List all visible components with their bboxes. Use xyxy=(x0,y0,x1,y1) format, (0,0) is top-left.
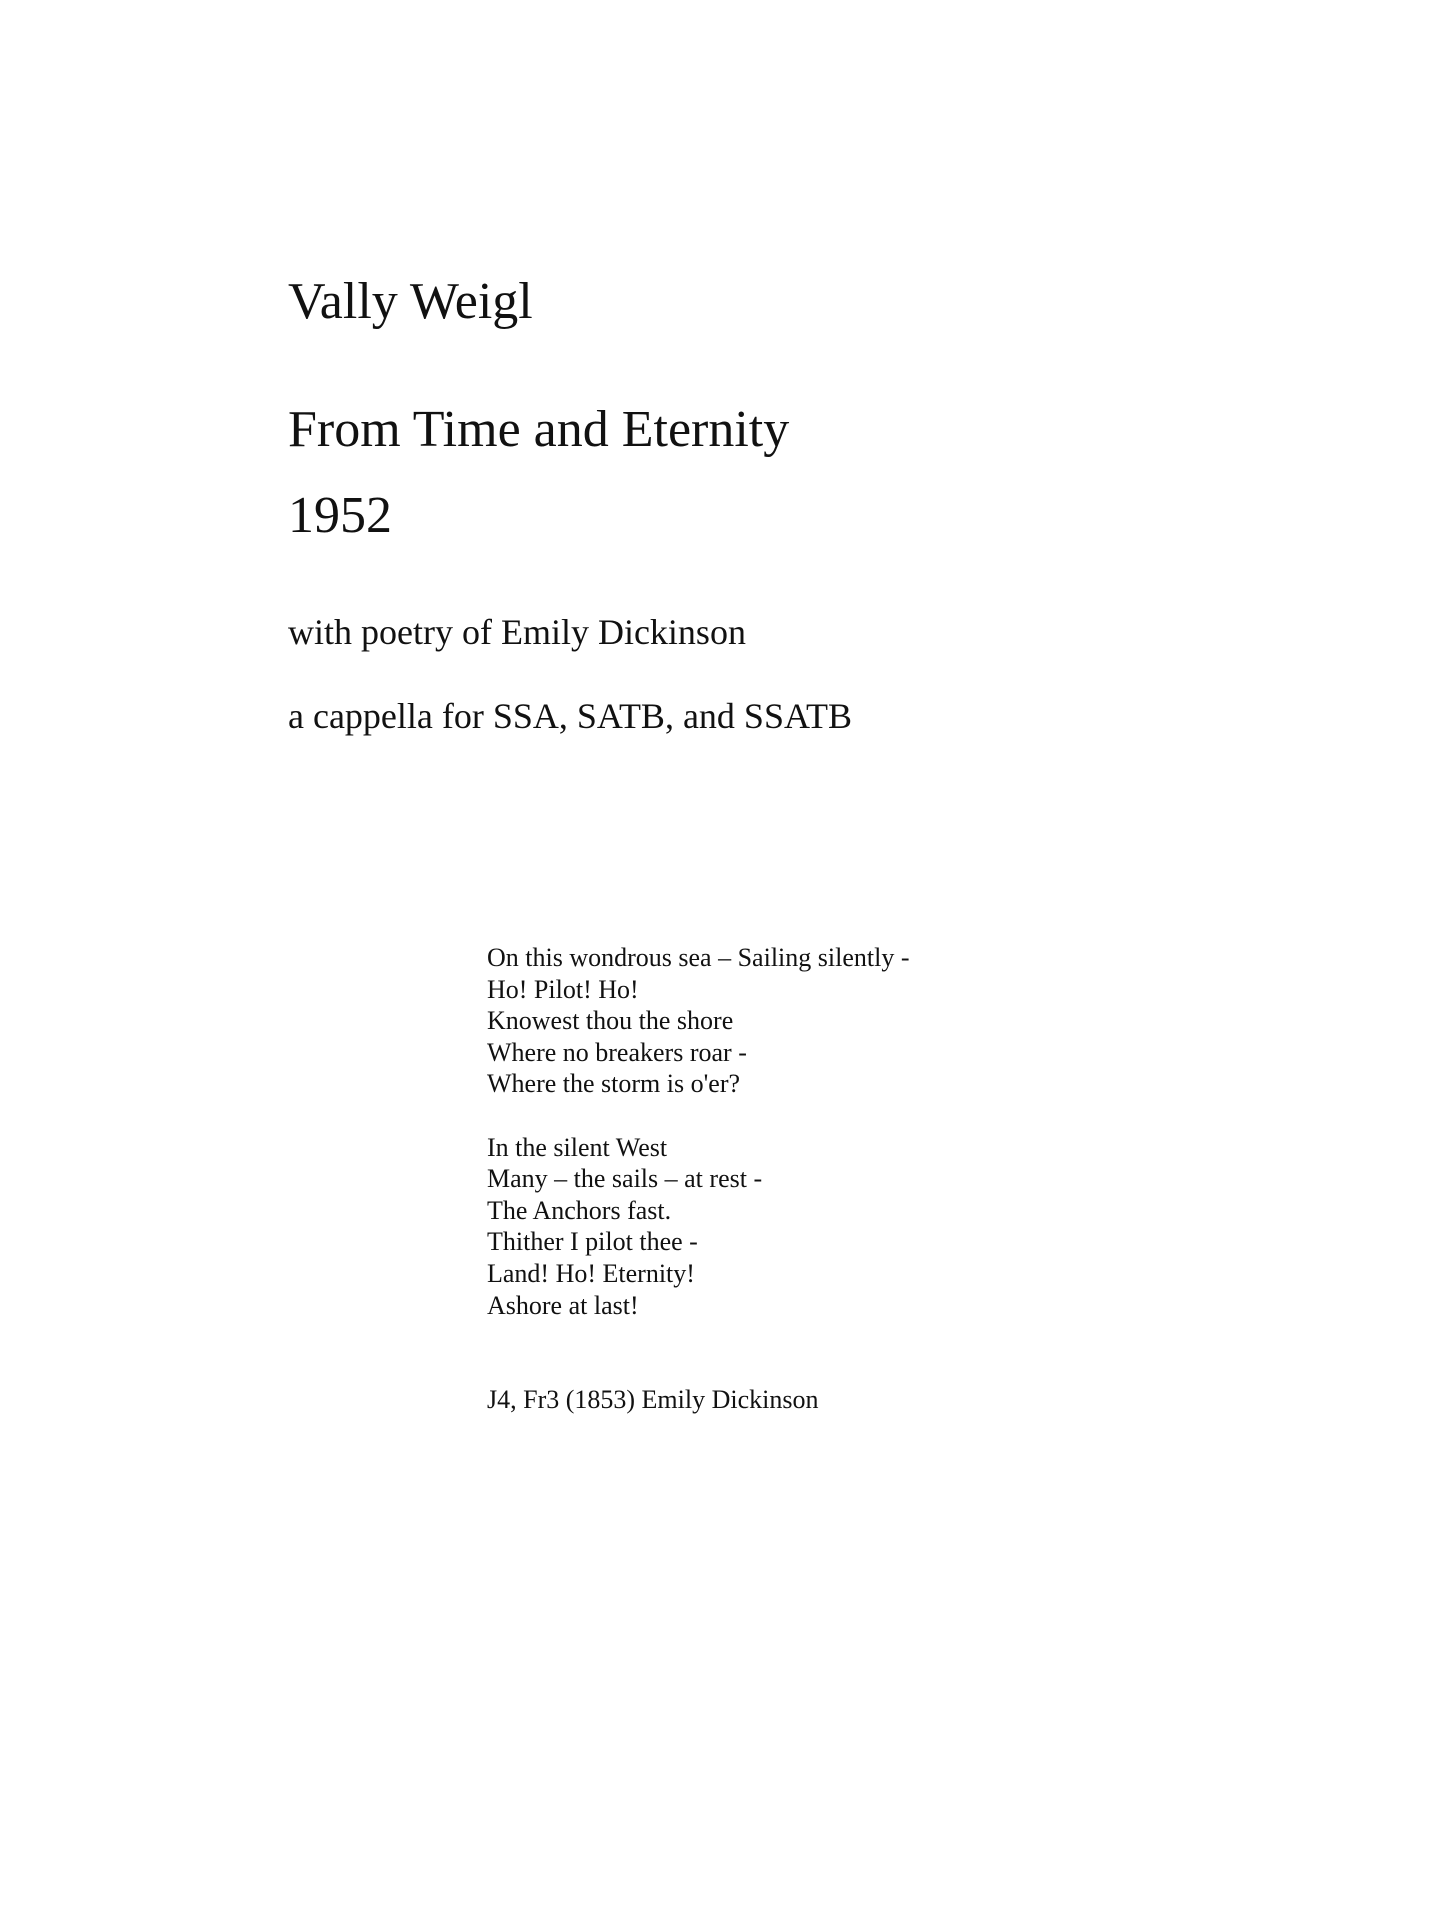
poem-stanza-2 xyxy=(487,1132,909,1322)
poem-line: On this wondrous sea – Sailing silently - xyxy=(487,943,910,972)
poem-line: In the silent West xyxy=(487,1132,668,1162)
poem-line: The Anchors fast. xyxy=(487,1195,672,1225)
poem-stanza-1 xyxy=(487,942,909,1100)
poem-line: Ho! Pilot! Ho! xyxy=(487,974,639,1004)
composer-name: Vally Weigl xyxy=(288,273,533,330)
poem-citation: J4, Fr3 (1853) Emily Dickinson xyxy=(487,1385,819,1414)
work-year: 1952 xyxy=(288,487,392,544)
poem-line: Land! Ho! Eternity! xyxy=(487,1258,695,1288)
poem-line: Many – the sails – at rest - xyxy=(487,1164,763,1194)
scoring-note: a cappella for SSA, SATB, and SSATB xyxy=(288,696,852,736)
poem-line: Knowest thou the shore xyxy=(487,1006,734,1036)
work-title: From Time and Eternity xyxy=(288,401,790,458)
poem-line: Thither I pilot thee - xyxy=(487,1227,698,1257)
poem-line: Where the storm is o'er? xyxy=(487,1069,741,1099)
poem-line: Where no breakers roar - xyxy=(487,1037,747,1067)
poetry-credit: with poetry of Emily Dickinson xyxy=(288,612,746,652)
poem-text xyxy=(487,942,909,1321)
poem-line: Ashore at last! xyxy=(487,1290,639,1320)
